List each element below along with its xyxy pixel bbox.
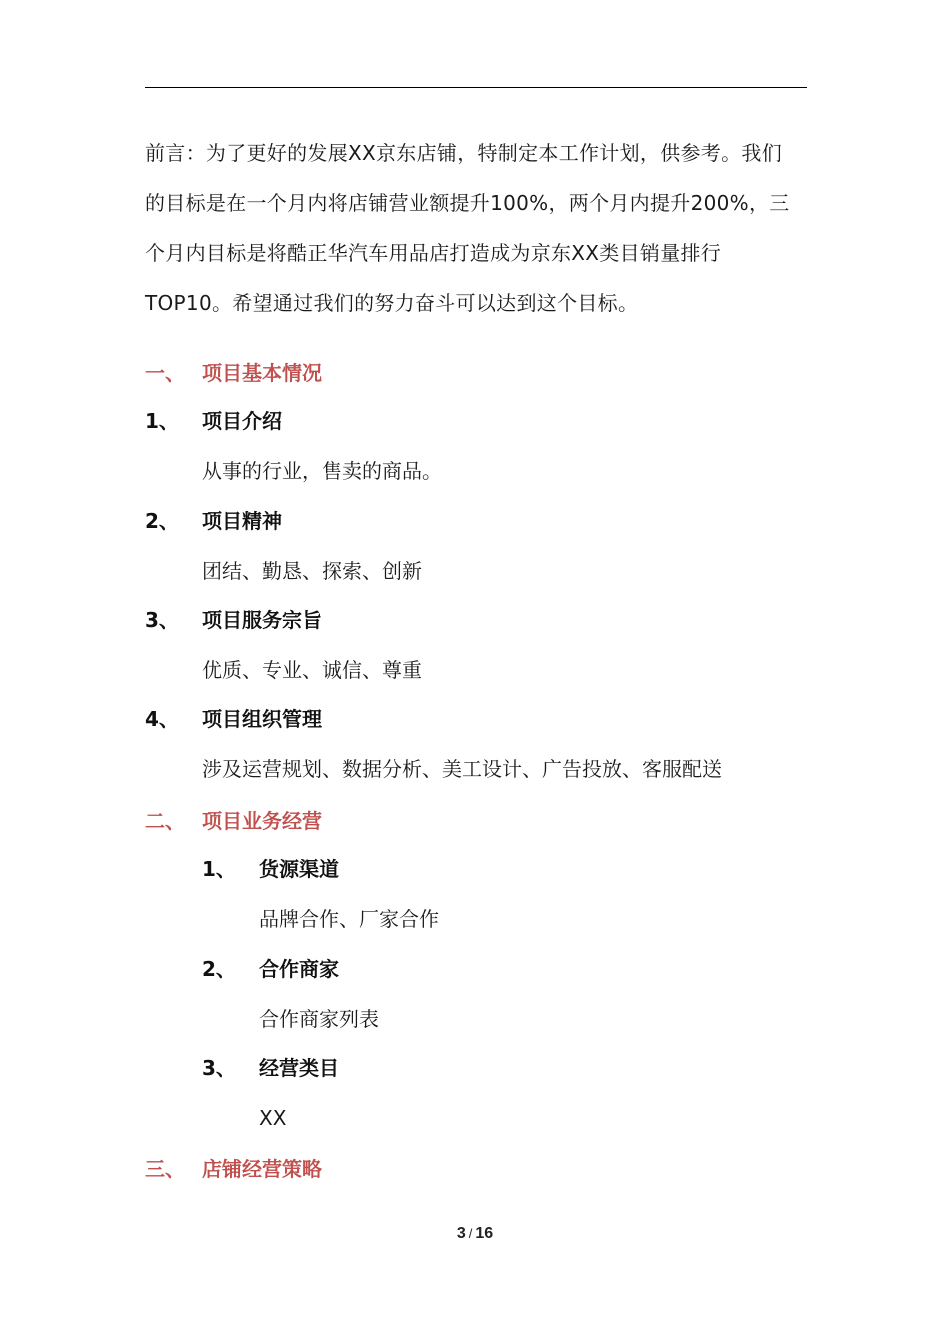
subsection-heading (145, 506, 445, 536)
header-rule (145, 87, 807, 88)
current-page: 3 (456, 1225, 466, 1242)
subsection-number: 2、 (145, 509, 179, 533)
subsection-text: 合作商家列表 (259, 1007, 379, 1031)
section-number: 三、 (145, 1157, 185, 1181)
subsection-title: 项目介绍 (202, 409, 282, 433)
section-title: 店铺经营策略 (202, 1157, 322, 1181)
section-number: 二、 (145, 809, 185, 833)
subsection-title: 项目精神 (202, 509, 282, 533)
section-1-heading (145, 358, 445, 388)
subsection-number: 1、 (202, 857, 236, 881)
subsection-text: XX (259, 1106, 287, 1130)
section-number: 一、 (145, 361, 185, 385)
section-3-heading (145, 1154, 445, 1184)
subsection-number: 3、 (145, 608, 179, 632)
section-title: 项目基本情况 (202, 361, 322, 385)
subsection-title: 项目组织管理 (202, 707, 322, 731)
subsection-heading (145, 406, 445, 436)
subsection-title: 货源渠道 (259, 857, 339, 881)
subsection-text: 涉及运营规划、数据分析、美工设计、广告投放、客服配送 (202, 757, 722, 781)
subsection-number: 1、 (145, 409, 179, 433)
subsection-text: 品牌合作、厂家合作 (259, 907, 439, 931)
subsection-heading (202, 1053, 502, 1083)
total-pages: 16 (475, 1225, 494, 1242)
subsection-number: 2、 (202, 957, 236, 981)
subsection-heading (202, 854, 502, 884)
subsection-number: 4、 (145, 707, 179, 731)
subsection-number: 3、 (202, 1056, 236, 1080)
subsection-title: 合作商家 (259, 957, 339, 981)
subsection-text: 从事的行业，售卖的商品。 (202, 459, 442, 483)
subsection-text: 优质、专业、诚信、尊重 (202, 658, 422, 682)
section-2 (145, 806, 825, 1136)
section-3 (145, 1154, 825, 1184)
section-title: 项目业务经营 (202, 809, 322, 833)
section-2-heading (145, 806, 445, 836)
subsection-heading (145, 605, 445, 635)
subsection-heading (145, 704, 445, 734)
subsection-title: 经营类目 (259, 1056, 339, 1080)
page-number (0, 1225, 950, 1243)
subsection-heading (202, 954, 502, 984)
section-1 (145, 358, 825, 781)
page-separator: / (468, 1226, 473, 1241)
intro-paragraph: 前言：为了更好的发展XX京东店铺，特制定本工作计划，供参考。我们的目标是在一个月内将店铺营业额提升100%，两个月内提升200%，三个月内目标是将酷正华汽车用品店打造成为京东XX类目销量排行TOP10。希望通过我们的努力奋斗可以达到这个目标。 (145, 141, 790, 315)
subsection-text: 团结、勤恳、探索、创新 (202, 559, 422, 583)
subsection-title: 项目服务宗旨 (202, 608, 322, 632)
